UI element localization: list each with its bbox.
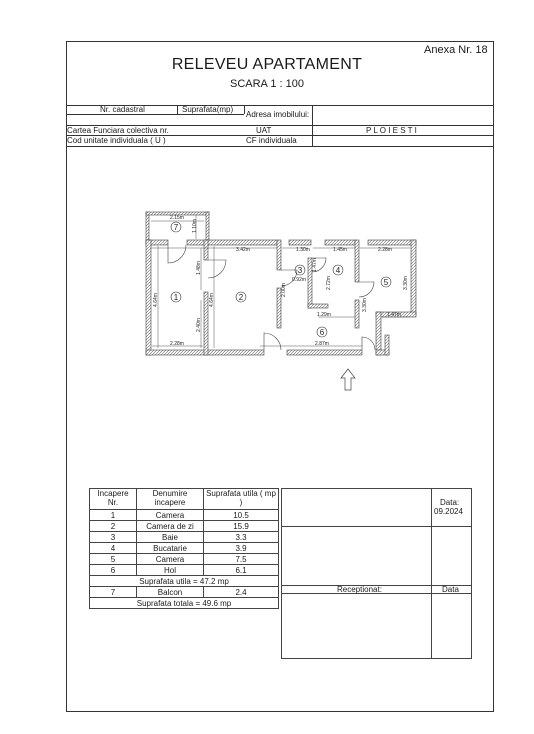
annex-label: Anexa Nr. 18 [424, 44, 488, 56]
dimension-label: 3.30m [403, 276, 409, 290]
dimension-label: 3.30m [362, 298, 368, 312]
room-label: 3 [297, 266, 303, 275]
cod-unitate-label: Cod unitate individuala ( U ) [67, 136, 166, 145]
signature-box [281, 488, 472, 659]
dimension-label: 1.48m [196, 261, 202, 275]
dimension-label: 2.72m [326, 276, 332, 290]
dimension-label: 2.28m [170, 341, 184, 347]
dimension-label: 1.47m [312, 258, 318, 272]
room-label: 7 [173, 223, 179, 232]
dimension-label: 1.30m [296, 247, 310, 253]
dimension-label: 1.47m [387, 312, 401, 318]
room-label: 4 [335, 266, 341, 275]
dimension-label: 2.28m [378, 247, 392, 253]
dimension-label: 1.29m [317, 312, 331, 318]
dimension-label: 3.42m [236, 247, 250, 253]
table-row: 3 Baie 3.3 [90, 532, 279, 543]
col-header-area: Suprafata utila ( mp ) [204, 489, 279, 510]
data2-label: Data [442, 585, 459, 594]
table-row: 1 Camera 10.5 [90, 510, 279, 521]
data-label: Data: [440, 498, 460, 507]
cartea-funciara-label: Cartea Funciara colectiva nr. [67, 126, 169, 135]
table-row: 5 Camera 7.5 [90, 554, 279, 565]
cf-individuala-label: CF individuala [246, 136, 297, 145]
dimension-label: 1.45m [333, 247, 347, 253]
uat-label: UAT [256, 126, 272, 135]
dimension-label: 2.00m [281, 283, 287, 297]
uat-value: P L O I E S T I [366, 126, 417, 135]
dimension-label: 2.40m [196, 318, 202, 332]
dimension-label: 4.64m [153, 293, 159, 307]
table-row: 7 Balcon 2.4 [90, 587, 279, 598]
dimension-label: 2.87m [315, 341, 329, 347]
total-row: Suprafata totala = 49.6 mp [90, 598, 279, 609]
scale-label: SCARA 1 : 100 [230, 78, 304, 90]
table-row: 2 Camera de zi 15.9 [90, 521, 279, 532]
adresa-label: Adresa imobilului: [246, 110, 310, 119]
receptionat-label: Receptionat: [337, 585, 382, 594]
document-title: RELEVEU APARTAMENT [171, 56, 363, 73]
data-value: 09.2024 [434, 507, 463, 516]
dimension-label: 0.92m [292, 277, 306, 283]
suprafata-label: Suprafata(mp) [182, 105, 234, 114]
dimension-label: 4.64m [209, 293, 215, 307]
room-label: 2 [238, 293, 244, 302]
dimension-label: 1.10m [192, 219, 198, 233]
nr-cadastral-label: Nr. cadastral [100, 105, 145, 114]
table-row: 4 Bucatarie 3.9 [90, 543, 279, 554]
room-label: 5 [383, 278, 389, 287]
area-table [89, 488, 279, 609]
col-header-name: Denumire incapere [137, 489, 204, 510]
room-label: 6 [319, 328, 325, 337]
col-header-nr: Incapere Nr. [90, 489, 137, 510]
table-row: 6 Hol 6.1 [90, 565, 279, 576]
dimension-label: 2.15m [170, 215, 184, 221]
room-label: 1 [173, 293, 179, 302]
subtotal-row: Suprafata utila = 47.2 mp [90, 576, 279, 587]
